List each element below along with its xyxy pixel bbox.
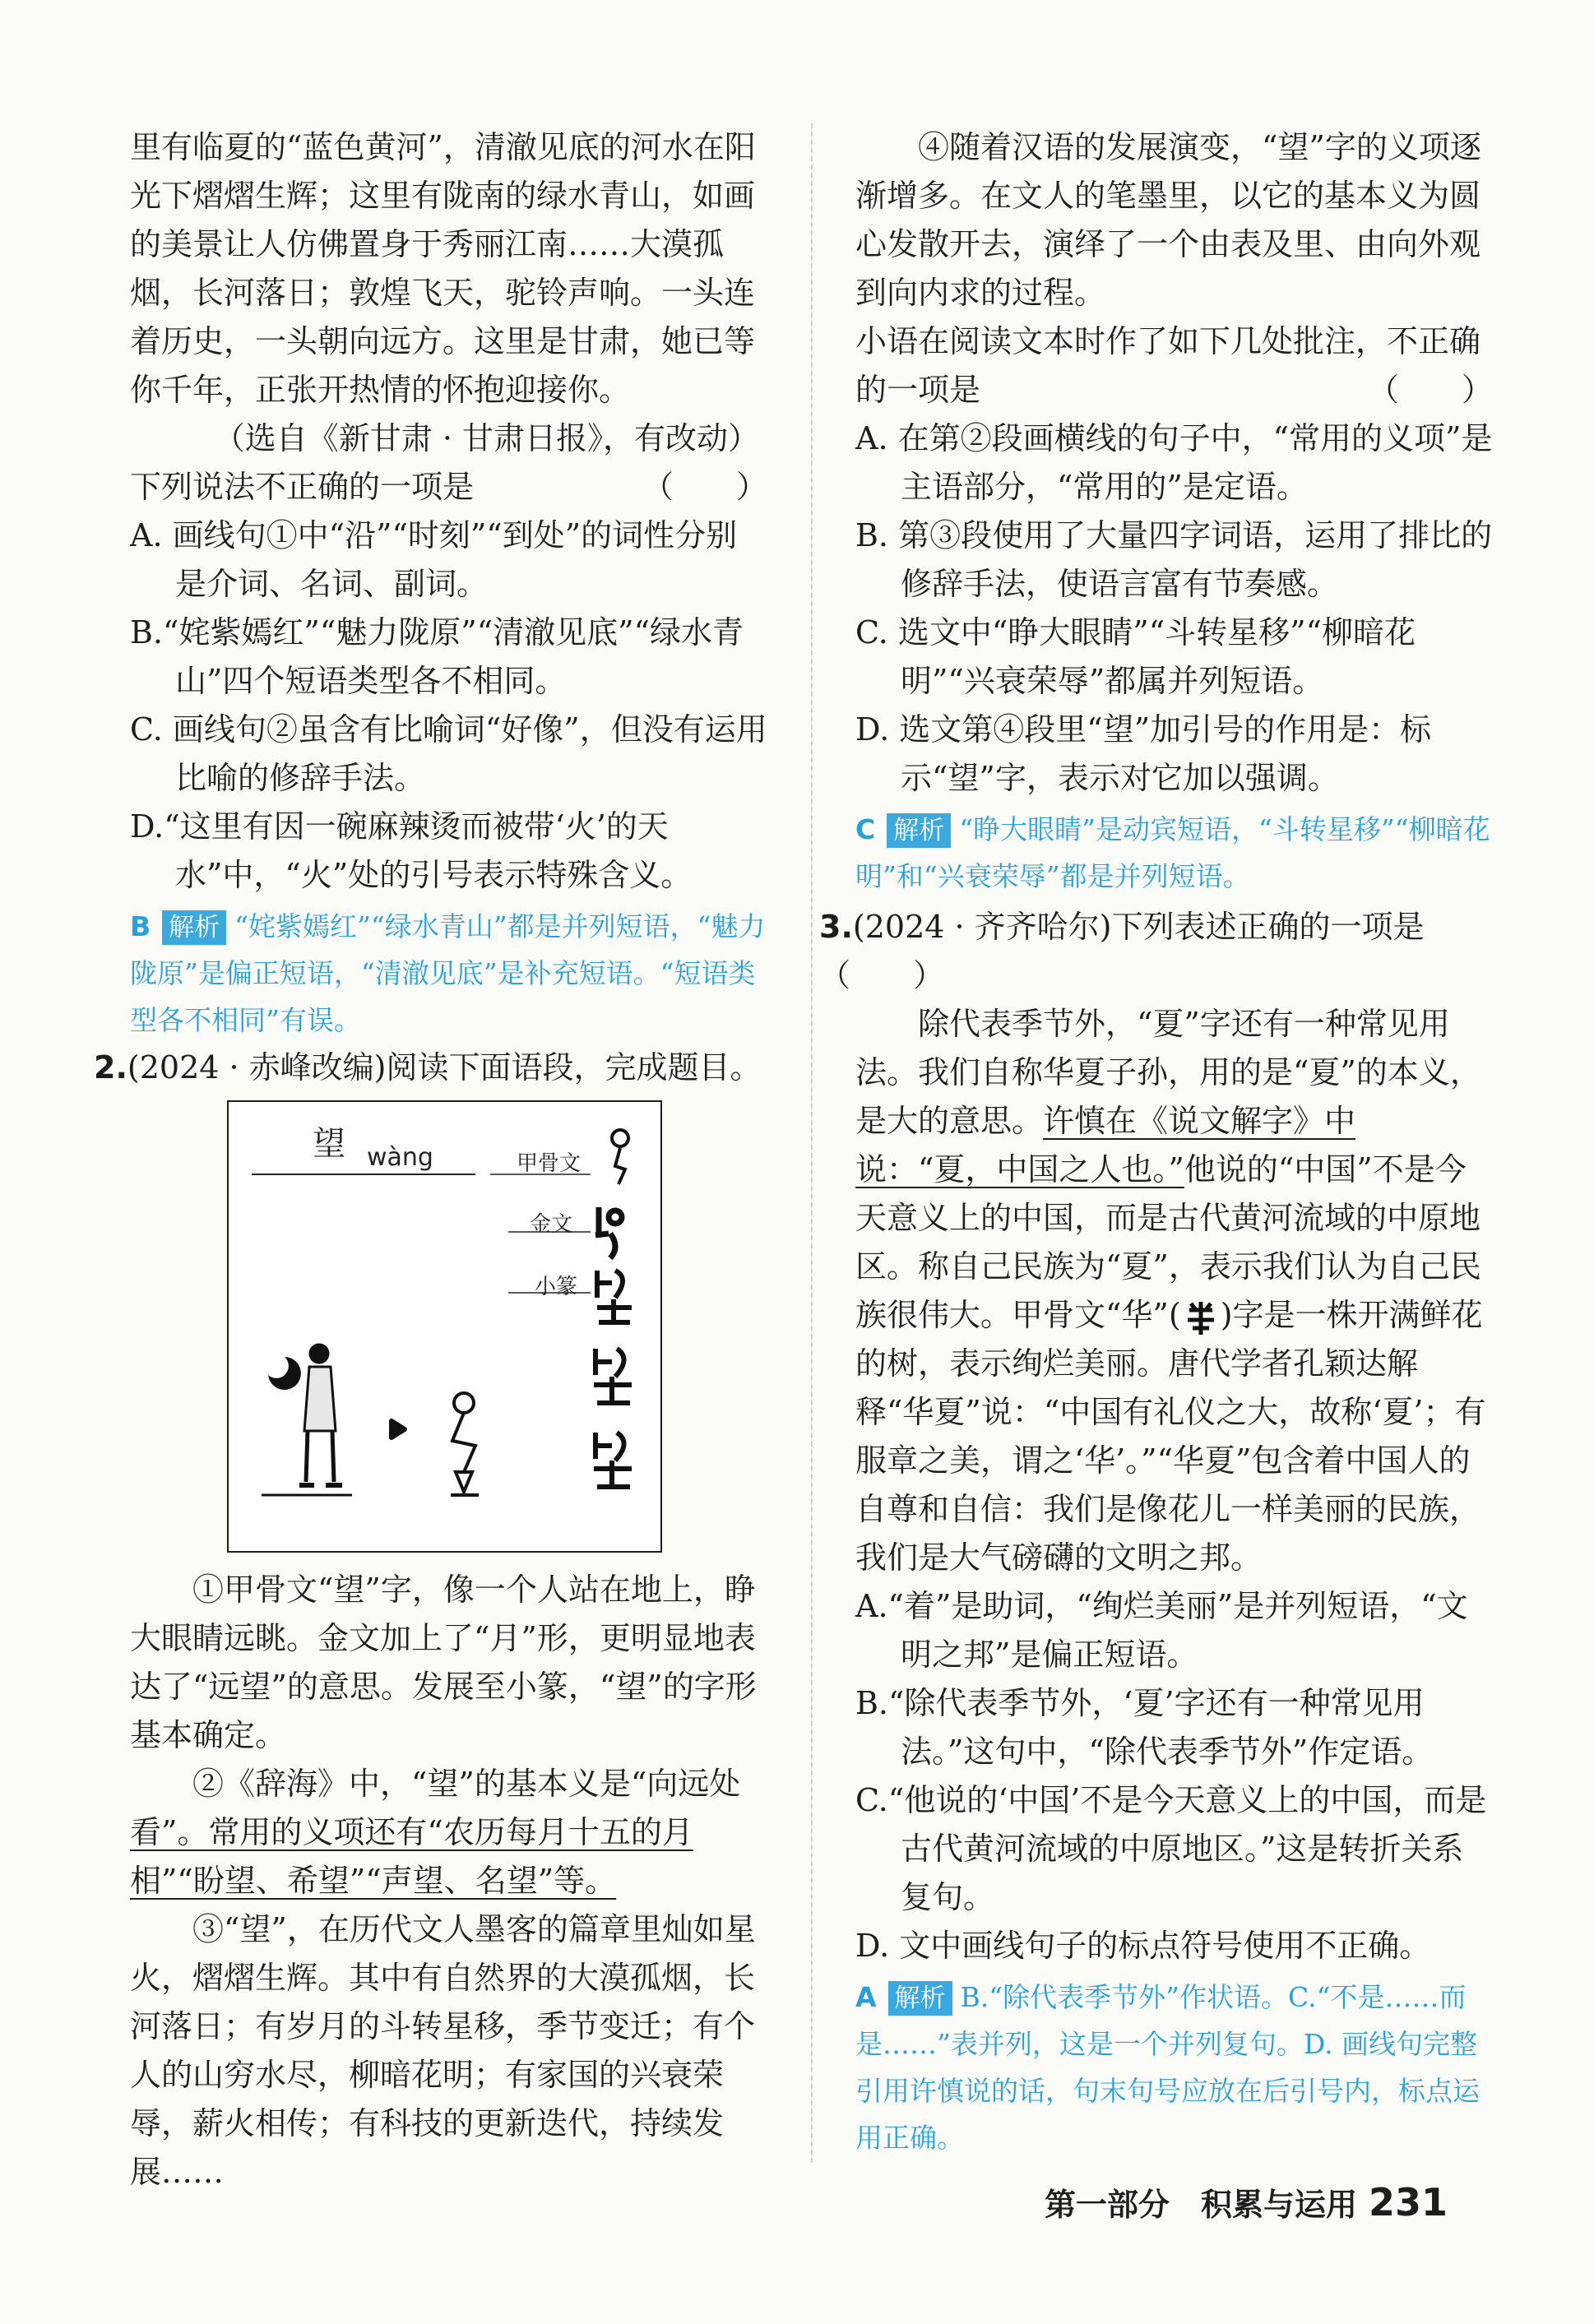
seal-glyph — [597, 1271, 632, 1322]
column-divider — [811, 123, 813, 2163]
label-bronze: 金文 — [530, 1212, 573, 1237]
q3-option-b: B.“除代表季节外，‘夏’字还有一种常见用法。”这句中，“除代表季节外”作定语。 — [855, 1685, 1434, 1770]
q1-option-d: D.“这里有因一碗麻辣烫而被带‘火’的天水”中，“火”处的引号表示特殊含义。 — [130, 808, 693, 893]
q3-passage: 除代表季节外，“夏”字还有一种常见用法。我们自称华夏子孙，用的是“夏”的本义，是大的意思。许慎在《说文解字》中说：“夏，中国之人也。”他说的“中国”不是今天意义上的中国，而是古代黄河流域的中原地区。称自己民族为“夏”，表示我们认为自己民族很伟大。甲骨文“华”( )字是一株开满鲜花的树，表示绚烂美丽。唐代学者孔颖达解释“华夏”说：“中国有礼仪之大，故称‘夏’；有服章之美，谓之‘华’。”“华夏”包含着中国人的自尊和自信：我们是像花儿一样美丽的民族，我们是大气磅礴的文明之邦。 — [855, 1006, 1486, 1576]
q2-answer-letter: C — [855, 813, 876, 845]
q2-paragraph-3: ③“望”，在历代文人墨客的篇章里灿如星火，熠熠生辉。其中有自然界的大漠孤烟，长河落日；有岁月的斗转星移，季节变迁；有个人的山穷水尽，柳暗花明；有家国的兴衰荣辱，薪火相传；有科技的更新迭代，持续发展…… — [130, 1911, 756, 2190]
q3-option-a: A.“着”是助词，“绚烂美丽”是并列短语，“文明之邦”是偏正短语。 — [855, 1588, 1468, 1673]
q3-option-c: C.“他说的‘中国’不是今天意义上的中国，而是古代黄河流域的中原地区。”这是转折关系复句。 — [855, 1782, 1487, 1915]
q1-answer-letter: B — [130, 910, 151, 942]
q2-head: 2.(2024 · 赤峰改编)阅读下面语段，完成题目。 — [94, 1049, 762, 1086]
regular-glyphs — [594, 1349, 632, 1487]
q2-paragraph-4: ④随着汉语的发展演变，“望”字的义项逐渐增多。在文人的笔墨里，以它的基本义为圆心发散开去，演绎了一个由表及里、由向外观到向内求的过程。 — [855, 129, 1481, 311]
q1-answer-paren: （ ） — [642, 469, 767, 505]
q1-option-c: C. 画线句②虽含有比喻词“好像”，但没有运用比喻的修辞手法。 — [130, 711, 767, 796]
bronze-glyph — [595, 1207, 622, 1258]
arrow-icon — [392, 1421, 405, 1437]
q2-option-b: B. 第③段使用了大量四字词语，运用了排比的修辞手法，使语言富有节奏感。 — [855, 517, 1493, 602]
passage-tail: 里有临夏的“蓝色黄河”，清澈见底的河水在阳光下熠熠生辉；这里有陇南的绿水青山，如画的美景让人仿佛置身于秀丽江南……大漠孤烟，长河落日；敦煌飞天，驼铃声响。一头连着历史，一头朝向远方。这里是甘肃，她已等你千年，正张开热情的怀抱迎接你。 — [130, 129, 756, 408]
analysis-badge: 解析 — [162, 910, 226, 945]
analysis-badge: 解析 — [888, 1981, 952, 2016]
q2-analysis: C 解析 “睁大眼睛”是动宾短语，“斗转星移”“柳暗花明”和“兴衰荣辱”都是并列短语。 — [855, 813, 1490, 892]
q2-paragraph-2: ②《辞海》中，“望”的基本义是“向远处看”。常用的义项还有“农历每月十五的月相”“盼望、希望”“声望、名望”等。 — [130, 1766, 741, 1899]
q1-option-b: B.“姹紫嫣红”“魅力陇原”“清澈见底”“绿水青山”四个短语类型各不相同。 — [130, 614, 744, 699]
q1-option-a: A. 画线句①中“沿”“时刻”“到处”的词性分别是介词、名词、副词。 — [130, 517, 738, 602]
q2-underlined-sentence: 看”。常用的义项还有“农历每月十五的月相”“盼望、希望”“声望、名望”等。 — [130, 1814, 693, 1899]
question-2 — [94, 1044, 767, 2197]
wang-character-figure — [227, 1100, 662, 1553]
q3-answer-letter: A — [855, 1981, 877, 2013]
q2-option-c: C. 选文中“睁大眼睛”“斗转星移”“柳暗花明”“兴衰荣辱”都属并列短语。 — [855, 614, 1416, 699]
wang-figure-drawing — [229, 1102, 660, 1551]
moon-icon — [268, 1357, 301, 1390]
page-footer — [1045, 2179, 1448, 2224]
q2-option-d: D. 选文第④段里“望”加引号的作用是：标示“望”字，表示对它加以强调。 — [855, 711, 1432, 796]
q2-answer-paren: （ ） — [1367, 372, 1493, 408]
q3-number: 3. — [819, 909, 853, 945]
q2-number: 2. — [94, 1049, 127, 1086]
page-number: 231 — [1368, 2180, 1448, 2224]
hua-oracle-glyph-icon — [1181, 1299, 1221, 1338]
q3-underlined-sentence: 许慎在《说文解字》中说：“夏，中国之人也。” — [855, 1103, 1356, 1187]
left-column — [94, 123, 767, 2197]
q2-stem: 小语在阅读文本时作了如下几处批注，不正确的一项是 （ ） — [855, 317, 1493, 414]
passage-source: （选自《新甘肃 · 甘肃日报》，有改动） — [213, 420, 759, 456]
person-figure — [299, 1345, 342, 1485]
oracle-bone-glyph — [612, 1130, 628, 1184]
question-3 — [819, 903, 1493, 2161]
q2-paragraph-1: ①甲骨文“望”字，像一个人站在地上，睁大眼睛远眺。金文加上了“月”形，更明显地表达了“远望”的意思。发展至小篆，“望”的字形基本确定。 — [130, 1572, 757, 1753]
q2-option-a: A. 在第②段画横线的句子中，“常用的义项”是主语部分，“常用的”是定语。 — [855, 420, 1493, 505]
right-column — [819, 123, 1493, 2161]
label-oracle-bone: 甲骨文 — [517, 1151, 582, 1176]
figure-pinyin: wàng — [367, 1143, 433, 1172]
q1-analysis: B 解析 “姹紫嫣红”“绿水青山”都是并列短语，“魅力陇原”是偏正短语，“清澈见底”是补充短语。“短语类型各不相同”有误。 — [130, 910, 766, 1036]
figure-char: 望 — [313, 1125, 345, 1163]
question-1 — [130, 463, 767, 1044]
label-seal: 小篆 — [535, 1275, 578, 1299]
footer-section: 第一部分 积累与运用 — [1044, 2187, 1357, 2223]
q1-stem: 下列说法不正确的一项是 （ ） — [130, 463, 767, 512]
analysis-badge: 解析 — [887, 813, 951, 848]
oracle-person-glyph — [451, 1393, 479, 1495]
q3-option-d: D. 文中画线句子的标点符号使用不正确。 — [855, 1928, 1431, 1964]
q3-head: 3.(2024 · 齐齐哈尔)下列表述正确的一项是（ ） — [819, 909, 1425, 993]
q3-analysis: A 解析 B.“除代表季节外”作状语。C.“不是……而是……”表并列，这是一个并列复句。D. 画线句完整引用许慎说的话，句末句号应放在后引号内，标点运用正确。 — [855, 1981, 1480, 2154]
